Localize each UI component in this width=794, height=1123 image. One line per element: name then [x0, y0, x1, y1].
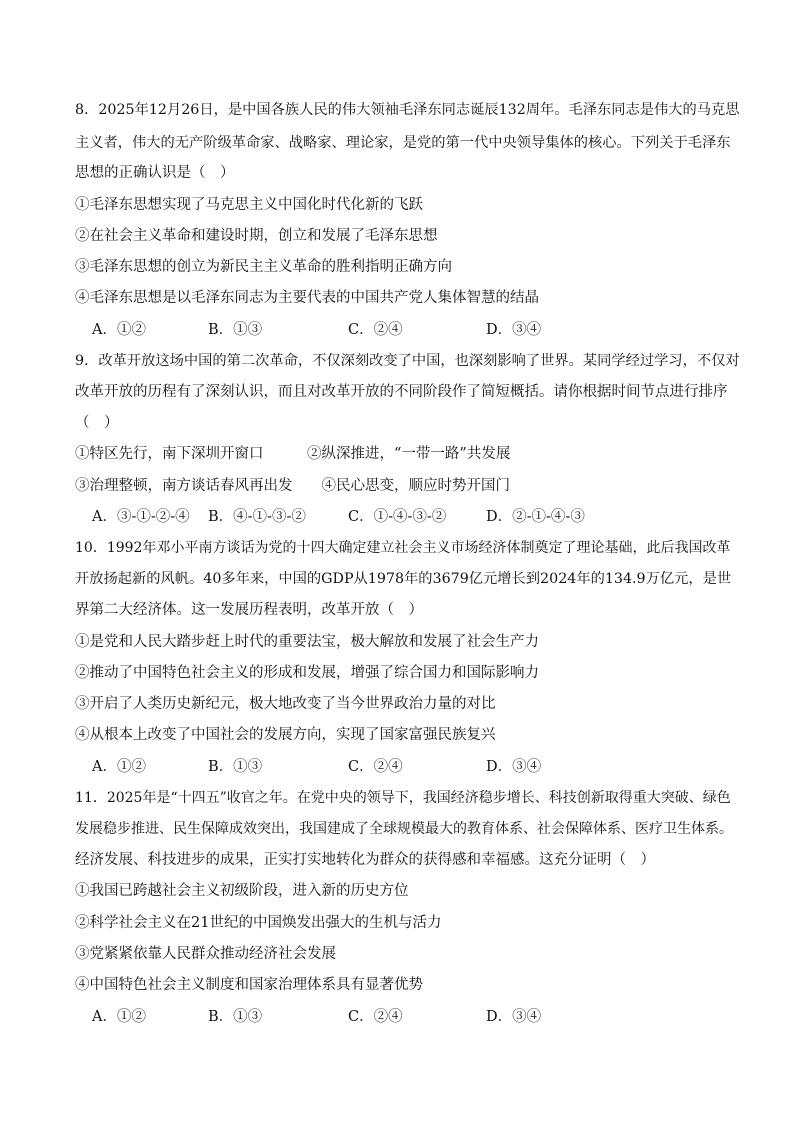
q8-stem-line-1: 8．2025年12月26日，是中国各族人民的伟大领袖毛泽东同志诞辰132周年。毛泽东同志是伟大的马克思 [75, 102, 740, 118]
q9-statements-row-2: ③治理整顿，南方谈话春风再出发 ④民心思变，顺应时势开国门 [75, 478, 510, 494]
q8-option-d[interactable]: D．③④ [486, 322, 542, 338]
q9-stem-line-2: 改革开放的历程有了深刻认识，而且对改革开放的不同阶段作了简短概括。请你根据时间节点进行排序 [75, 384, 728, 400]
q8-option-c[interactable]: C．②④ [348, 322, 403, 338]
q9-option-b[interactable]: B．④-①-③-② [208, 509, 306, 525]
q11-option-d[interactable]: D．③④ [486, 1009, 542, 1025]
q8-statement-2: ②在社会主义革命和建设时期，创立和发展了毛泽东思想 [75, 228, 438, 244]
q10-statement-1: ①是党和人民大踏步赶上时代的重要法宝，极大解放和发展了社会生产力 [75, 634, 539, 650]
q10-stem-line-3: 界第二大经济体。这一发展历程表明，改革开放（ ） [75, 602, 423, 618]
q11-stem-line-3: 经济发展、科技进步的成果，正实打实地转化为群众的获得感和幸福感。这充分证明（ ） [75, 852, 655, 868]
q11-option-c[interactable]: C．②④ [348, 1009, 403, 1025]
q11-stem-line-2: 发展稳步推进、民生保障成效突出，我国建成了全球规模最大的教育体系、社会保障体系、医疗卫生体系。 [75, 821, 733, 837]
q10-option-c[interactable]: C．②④ [348, 759, 403, 775]
q8-statement-3: ③毛泽东思想的创立为新民主主义革命的胜利指明正确方向 [75, 259, 452, 275]
q8-option-a[interactable]: A．①② [92, 322, 146, 338]
q11-statement-2: ②科学社会主义在21世纪的中国焕发出强大的生机与活力 [75, 915, 442, 931]
q10-statement-3: ③开启了人类历史新纪元，极大地改变了当今世界政治力量的对比 [75, 696, 496, 712]
q9-stem-line-1: 9．改革开放这场中国的第二次革命，不仅深刻改变了中国，也深刻影响了世界。某同学经过学习，不仅对 [75, 353, 740, 369]
q10-stem-line-1: 10．1992年邓小平南方谈话为党的十四大确定建立社会主义市场经济体制奠定了理论基础，此后我国改革 [75, 540, 731, 556]
q11-option-a[interactable]: A．①② [92, 1009, 146, 1025]
q9-option-c[interactable]: C．①-④-③-② [348, 509, 447, 525]
q8-stem-line-3: 思想的正确认识是（ ） [75, 165, 235, 181]
q9-statements-row-1: ①特区先行，南下深圳开窗口 ②纵深推进，“一带一路”共发展 [75, 446, 511, 462]
q10-stem-line-2: 开放扬起新的风帆。40多年来，中国的GDP从1978年的3679亿元增长到2024年的134.9万亿元，是世 [75, 571, 732, 587]
q10-statement-2: ②推动了中国特色社会主义的形成和发展，增强了综合国力和国际影响力 [75, 665, 539, 681]
q10-option-d[interactable]: D．③④ [486, 759, 542, 775]
q9-option-d[interactable]: D．②-①-④-③ [486, 509, 585, 525]
q10-option-b[interactable]: B．①③ [208, 759, 263, 775]
q8-stem-line-2: 主义者，伟大的无产阶级革命家、战略家、理论家，是党的第一代中央领导集体的核心。下列关于毛泽东 [75, 135, 731, 151]
q8-option-b[interactable]: B．①③ [208, 322, 263, 338]
q11-statement-4: ④中国特色社会主义制度和国家治理体系具有显著优势 [75, 977, 423, 993]
q9-option-a[interactable]: A．③-①-②-④ [92, 509, 190, 525]
q10-option-a[interactable]: A．①② [92, 759, 146, 775]
q8-statement-1: ①毛泽东思想实现了马克思主义中国化时代化新的飞跃 [75, 197, 423, 213]
q11-statement-3: ③党紧紧依靠人民群众推动经济社会发展 [75, 946, 336, 962]
q9-stem-line-3: （ ） [75, 415, 119, 431]
q11-stem-line-1: 11．2025年是“十四五”收官之年。在党中央的领导下，我国经济稳步增长、科技创新取得重大突破、绿色 [75, 790, 731, 806]
q11-option-b[interactable]: B．①③ [208, 1009, 263, 1025]
q11-statement-1: ①我国已跨越社会主义初级阶段，进入新的历史方位 [75, 883, 409, 899]
q8-statement-4: ④毛泽东思想是以毛泽东同志为主要代表的中国共产党人集体智慧的结晶 [75, 290, 539, 306]
q10-statement-4: ④从根本上改变了中国社会的发展方向，实现了国家富强民族复兴 [75, 727, 496, 743]
